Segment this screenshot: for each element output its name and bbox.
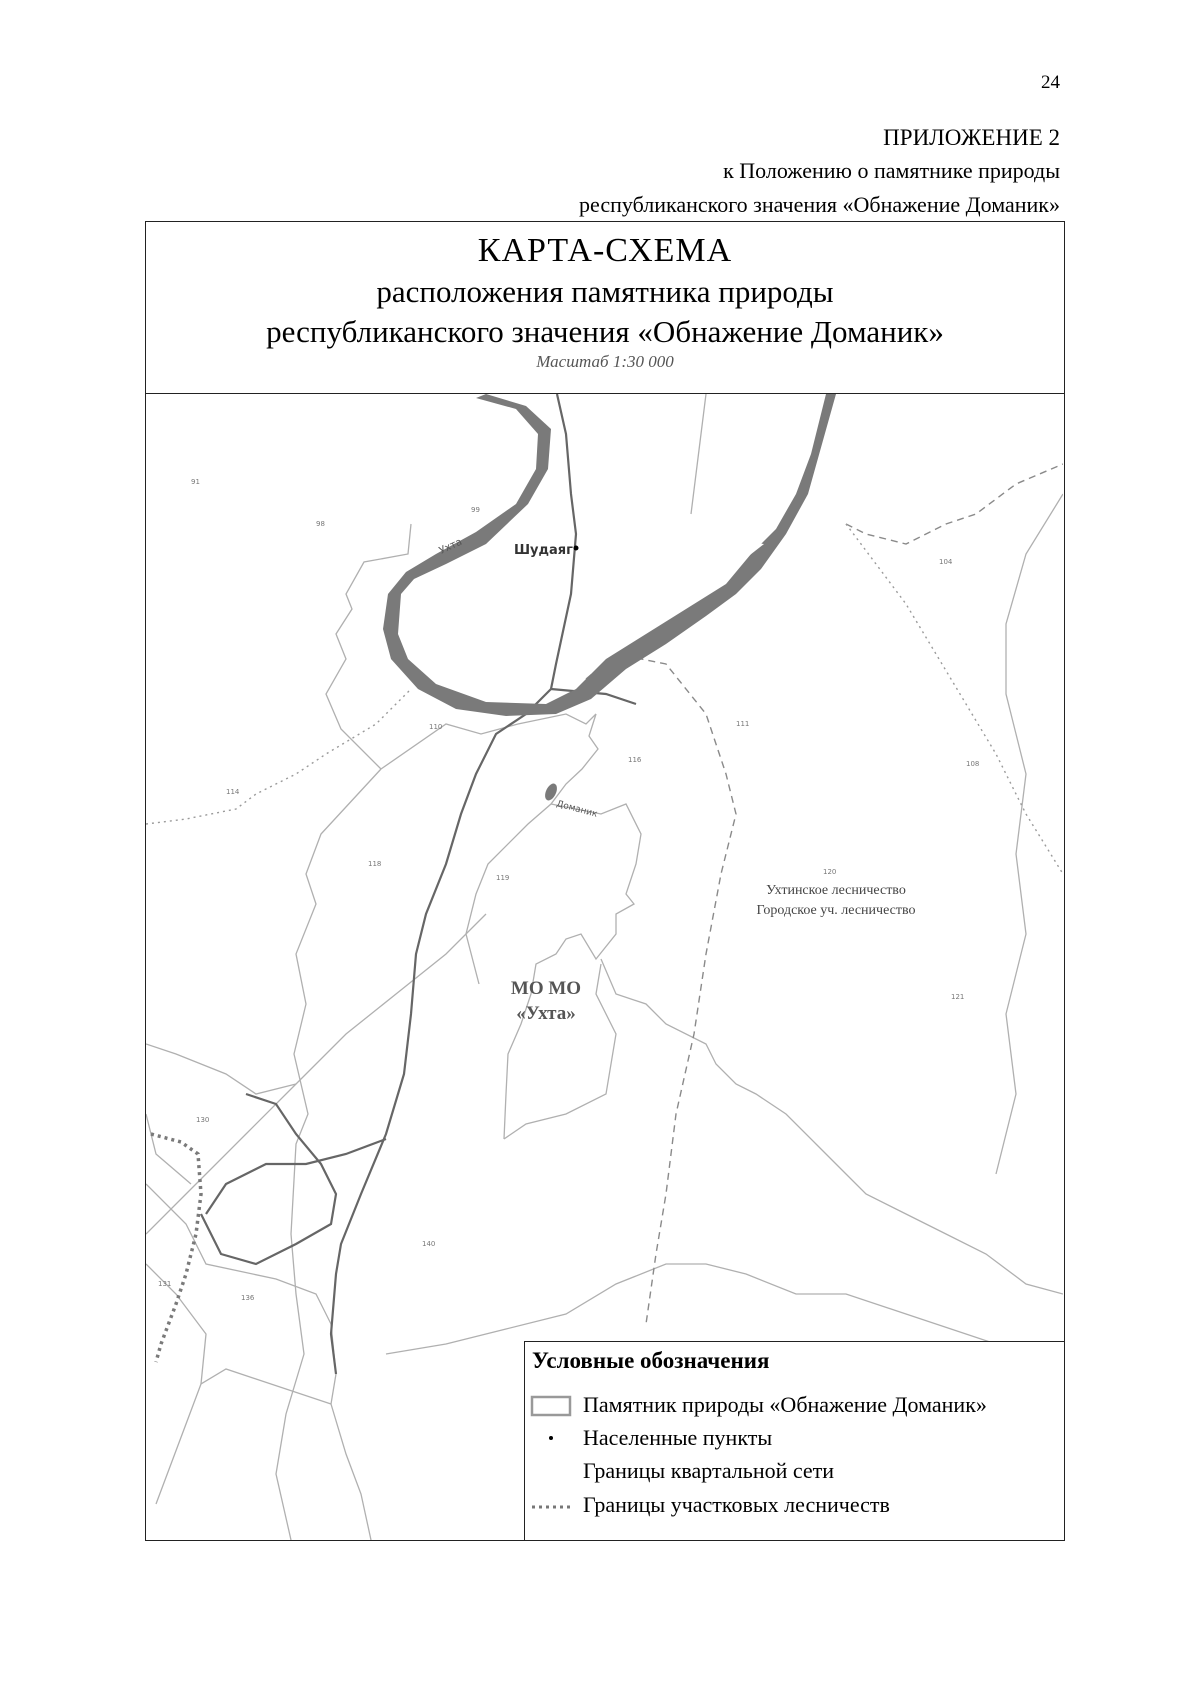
legend-item-label: Границы участковых лесничеств xyxy=(583,1492,890,1517)
forestry-label-2: Городское уч. лесничество xyxy=(756,903,916,918)
quarter-line-symbol-icon xyxy=(530,1461,572,1483)
map-legend xyxy=(524,1341,1064,1540)
settlement-dot xyxy=(574,546,579,551)
municipality-label-2: «Ухта» xyxy=(516,1003,576,1024)
map-frame xyxy=(145,221,1065,1541)
forestry-dotted-symbol-icon xyxy=(530,1495,572,1517)
legend-item-label: Населенные пункты xyxy=(583,1425,773,1450)
forestry-label-1: Ухтинское лесничество xyxy=(766,883,906,898)
quarter-number: 110 xyxy=(429,723,443,731)
quarter-number: 116 xyxy=(628,756,642,764)
roads xyxy=(201,394,636,1374)
quarter-number: 108 xyxy=(966,760,980,768)
appendix-subtitle-1: к Положению о памятнике природы xyxy=(723,158,1060,183)
subforestry-boundary-lower-left xyxy=(151,1134,201,1362)
river-domanik-label: Доманик xyxy=(555,799,599,820)
map-subtitle-2: республиканского значения «Обнажение Доманик» xyxy=(266,314,944,349)
page-number: 24 xyxy=(1041,72,1060,93)
municipality-label-1: МО МО xyxy=(510,978,582,999)
quarter-number: 121 xyxy=(951,993,965,1001)
river-ukhta-label: Ухта xyxy=(437,536,464,557)
quarter-number: 119 xyxy=(496,874,510,882)
quarter-number: 104 xyxy=(939,558,953,566)
river-ukhta xyxy=(383,394,836,716)
quarter-number: 130 xyxy=(196,1116,210,1124)
quarter-number: 98 xyxy=(316,520,325,528)
monument-boundary-symbol-icon xyxy=(530,1395,572,1417)
legend-item-forestry xyxy=(525,1492,1064,1522)
quarter-number: 118 xyxy=(368,860,382,868)
quarter-number: 120 xyxy=(823,868,837,876)
map-title-box xyxy=(146,222,1064,394)
legend-item-monument xyxy=(525,1392,1064,1422)
settlement-dot-symbol-icon xyxy=(530,1428,572,1450)
settlement-label: Шудаяг xyxy=(514,543,573,558)
legend-item-settlements xyxy=(525,1425,1064,1455)
quarter-number: 131 xyxy=(158,1280,172,1288)
map-subtitle-1: расположения памятника природы xyxy=(376,274,834,309)
forestry-dotted-boundaries xyxy=(146,524,1063,874)
legend-title: Условные обозначения xyxy=(532,1348,770,1373)
legend-item-quarter-network xyxy=(525,1458,1064,1488)
appendix-heading: ПРИЛОЖЕНИЕ 2 xyxy=(883,125,1060,150)
quarter-number: 99 xyxy=(471,506,480,514)
map-scale: Масштаб 1:30 000 xyxy=(536,352,674,371)
quarter-number: 111 xyxy=(736,720,750,728)
appendix-subtitle-2: республиканского значения «Обнажение Доманик» xyxy=(579,192,1060,217)
map-title: КАРТА-СХЕМА xyxy=(477,232,733,269)
legend-item-label: Границы квартальной сети xyxy=(583,1458,835,1483)
quarter-number: 140 xyxy=(422,1240,436,1248)
quarter-number: 91 xyxy=(191,478,200,486)
quarter-number: 114 xyxy=(226,788,240,796)
legend-item-label: Памятник природы «Обнажение Доманик» xyxy=(583,1392,987,1417)
quarter-number: 136 xyxy=(241,1294,255,1302)
